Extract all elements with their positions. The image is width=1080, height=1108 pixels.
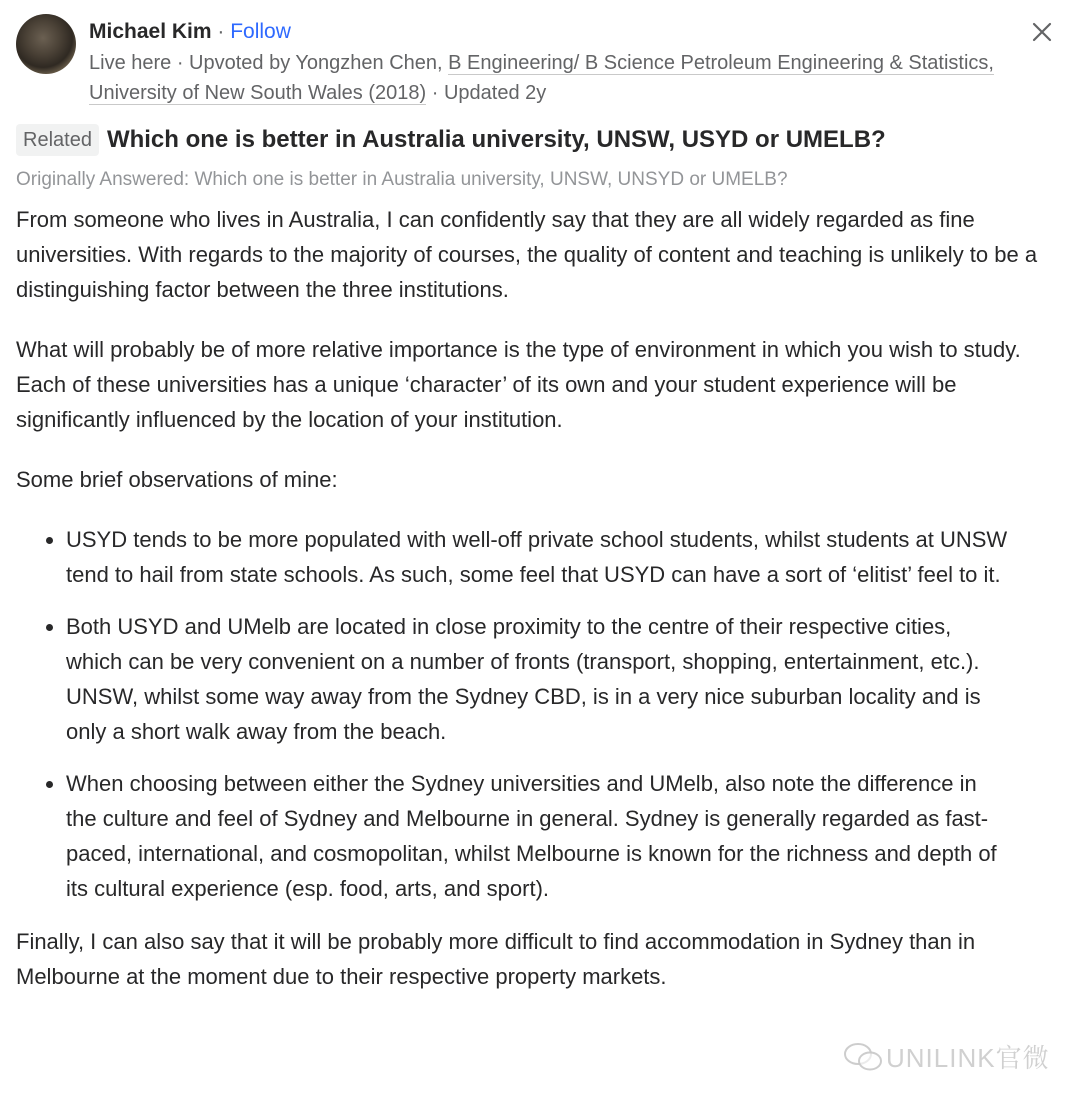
- answer-paragraph: From someone who lives in Australia, I can confidently say that they are all widely regarded as fine universities. With regards to the majority of courses, the quality of content and teaching is unlikely to be a distinguishing factor between the three institutions.: [16, 207, 1038, 302]
- list-item: • USYD tends to be more populated with well-off private school students, whilst students at UNSW tend to hail from state schools. As such, some feel that USYD can have a sort of ‘elitist’ feel to it.: [66, 522, 1071, 592]
- wechat-icon: [842, 1040, 886, 1074]
- observations-list: [16, 522, 1071, 906]
- answer-paragraph: What will probably be of more relative importance is the type of environment in which you wish to study. Each of these universities has a unique ‘character’ of its own and your student experience will be significantly influenced by the location of your institution.: [16, 337, 1021, 432]
- list-item: • When choosing between either the Sydney universities and UMelb, also note the difference in the culture and feel of Sydney and Melbourne in general. Sydney is generally regarded as fast-paced, international, and cosmopolitan, whilst Melbourne is known for the richness and depth of its cultural experience (esp. food, arts, and sport).: [66, 766, 1071, 906]
- watermark-text: UNILINK官微: [886, 1043, 1050, 1073]
- separator-dot: ·: [211, 20, 231, 43]
- related-badge: Related: [16, 124, 99, 156]
- follow-button[interactable]: Follow: [230, 20, 291, 43]
- answer-closing: Finally, I can also say that it will be probably more difficult to find accommodation in Sydney than in Melbourne at the moment due to their respective property markets.: [16, 929, 976, 989]
- answer-body: [16, 202, 1071, 1019]
- author-name[interactable]: Michael Kim: [89, 20, 212, 43]
- credential-link[interactable]: B Engineering/ B Science Petroleum Engineering & Statistics, University of New South Wales (2018): [89, 52, 994, 104]
- originally-answered[interactable]: Originally Answered: Which one is better in Australia university, UNSW, UNSYD or UMELB?: [16, 169, 788, 190]
- watermark: [842, 1038, 1050, 1075]
- credential-line: [89, 48, 1029, 108]
- question-title[interactable]: Which one is better in Australia university, UNSW, USYD or UMELB?: [106, 126, 886, 153]
- avatar[interactable]: [16, 14, 76, 74]
- related-question-row: [16, 122, 1076, 158]
- close-button[interactable]: [1028, 18, 1056, 46]
- author-meta: [89, 16, 1029, 108]
- credential-prefix: Live here · Upvoted by Yongzhen Chen,: [89, 52, 449, 74]
- close-icon: [1028, 18, 1056, 46]
- author-line: [89, 16, 1029, 48]
- list-item: • Both USYD and UMelb are located in close proximity to the centre of their respective cities, which can be very convenient on a number of fronts (transport, shopping, entertainment, etc.). UNSW, whilst some way away from the Sydney CBD, is in a very nice suburban locality and is only a short walk away from the beach.: [66, 609, 1071, 749]
- updated-time: · Updated 2y: [426, 82, 547, 104]
- answer-paragraph: Some brief observations of mine:: [16, 467, 338, 492]
